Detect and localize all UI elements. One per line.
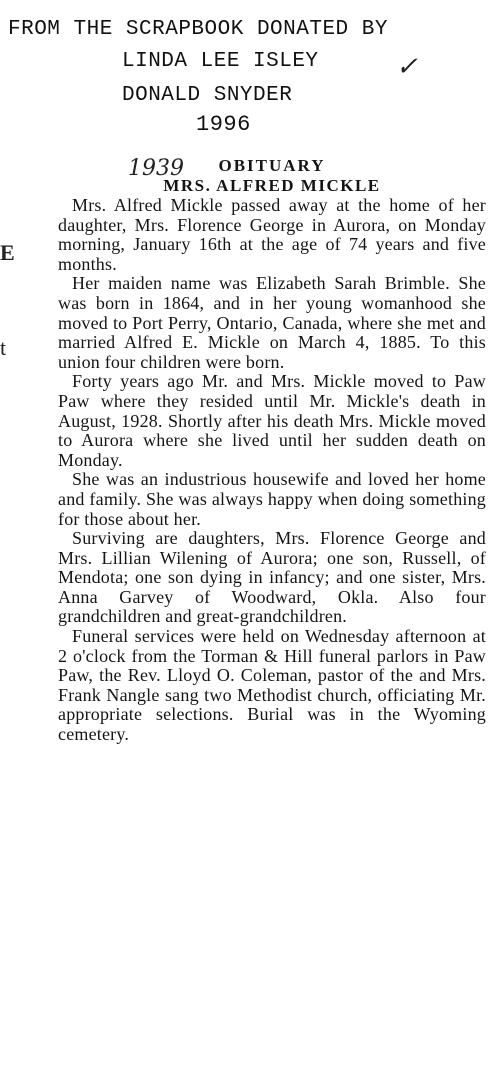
article-heading: OBITUARY	[218, 156, 326, 175]
donation-year: 1996	[196, 112, 251, 137]
handwritten-year: 1939	[128, 156, 184, 181]
donor-name-line-2: DONALD SNYDER	[122, 84, 293, 107]
adjacent-column-fragment: E	[0, 240, 15, 265]
article-paragraph: Her maiden name was Elizabeth Sarah Brimble. She was born in 1864, and in her young womanhood she moved to Port Perry, Ontario, Canada, where she met and married Alfred E. Mickle on March 4, 1885. To this union four children were born.	[58, 273, 486, 372]
article-paragraph: Surviving are daughters, Mrs. Florence George and Mrs. Lillian Wilening of Aurora; one son, Russell, of Mendota; one son dying in infancy; and one sister, Mrs. Anna Garvey of Woodward, Okla. Also four grandchildren and great-grandchildren.	[58, 528, 486, 627]
article-subheading: MRS. ALFRED MICKLE	[163, 176, 381, 195]
adjacent-column-fragment: t	[0, 335, 7, 360]
article-paragraph: Funeral services were held on Wednesday afternoon at 2 o'clock from the Torman & Hill funeral parlors in Paw Paw, the Rev. Lloyd O. Coleman, pastor of the and Mrs. Frank Nangle sang two Methodist church, officiating Mr. appropriate selections. Burial was in the Wyoming cemetery.	[58, 626, 486, 745]
article-paragraph: Mrs. Alfred Mickle passed away at the home of her daughter, Mrs. Florence George in Aurora, on Monday morning, January 16th at the age of 74 years and five months.	[58, 195, 486, 274]
article-paragraph: She was an industrious housewife and loved her home and family. She was always happy when doing something for those about her.	[58, 469, 486, 529]
handwritten-mark: ✓	[396, 52, 418, 82]
newspaper-clipping	[58, 150, 486, 1068]
scrapbook-header-line: FROM THE SCRAPBOOK DONATED BY	[8, 18, 388, 41]
article-paragraph: Forty years ago Mr. and Mrs. Mickle moved to Paw Paw where they resided until Mr. Mickle's death in August, 1928. Shortly after his death Mrs. Mickle moved to Aurora where she lived until her sudden death on Monday.	[58, 371, 486, 470]
donor-name-line: LINDA LEE ISLEY	[122, 50, 319, 73]
